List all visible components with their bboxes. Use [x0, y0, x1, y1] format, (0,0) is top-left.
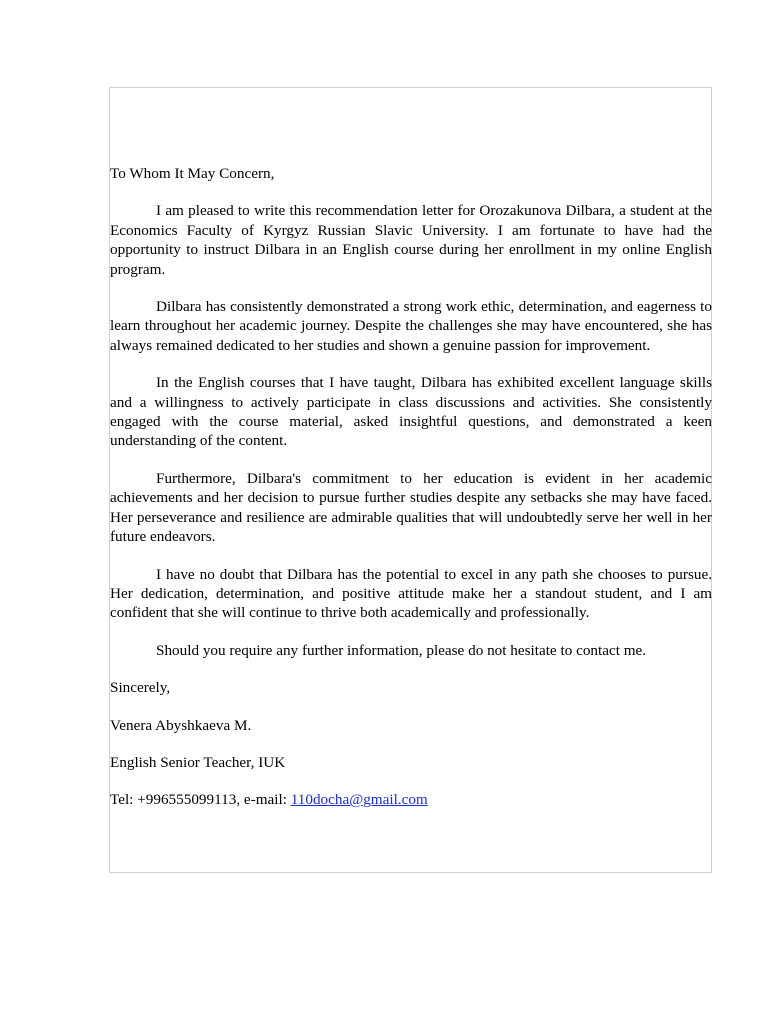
paragraph-contact-request: Should you require any further information, please do not hesitate to contact me. [156, 641, 647, 659]
recommendation-letter [110, 164, 712, 828]
contact-line [110, 790, 712, 809]
signer-name: Venera Abyshkaeva M. [110, 716, 252, 734]
paragraph-commitment: Furthermore, Dilbara's commitment to her education is evident in her academic achievements and her decision to pursue further studies despite any setbacks she may have faced. Her perseverance and resilience are admirable qualities that will undoubtedly serve her well in her future endeavors. [110, 469, 712, 546]
paragraph-work-ethic: Dilbara has consistently demonstrated a strong work ethic, determination, and eagerness to learn throughout her academic journey. Despite the challenges she may have encountered, she has always remained dedicated to her studies and shown a genuine passion for improvement. [110, 298, 712, 354]
paragraph-intro: I am pleased to write this recommendation letter for Orozakunova Dilbara, a student at the Economics Faculty of Kyrgyz Russian Slavic University. I am fortunate to have had the opportunity to instruct Dilbara in an English course during her enrollment in my online English program. [110, 202, 712, 278]
signer-title: English Senior Teacher, IUK [110, 753, 286, 771]
salutation: To Whom It May Concern, [110, 165, 275, 182]
paragraph-english-courses: In the English courses that I have taught, Dilbara has exhibited excellent language skills and a willingness to actively participate in class discussions and activities. She consistently engaged with the course material, asked insightful questions, and demonstrated a keen understanding of the content. [110, 374, 712, 450]
closing: Sincerely, [110, 679, 171, 697]
contact-phone: Tel: +996555099113, e-mail: [110, 791, 291, 809]
email-link[interactable]: 110docha@gmail.com [290, 791, 428, 809]
paragraph-potential: I have no doubt that Dilbara has the potential to excel in any path she chooses to pursue. Her dedication, determination, and positive attitude make her a standout student, and I am confident that she will continue to thrive both academically and professionally. [110, 565, 712, 622]
